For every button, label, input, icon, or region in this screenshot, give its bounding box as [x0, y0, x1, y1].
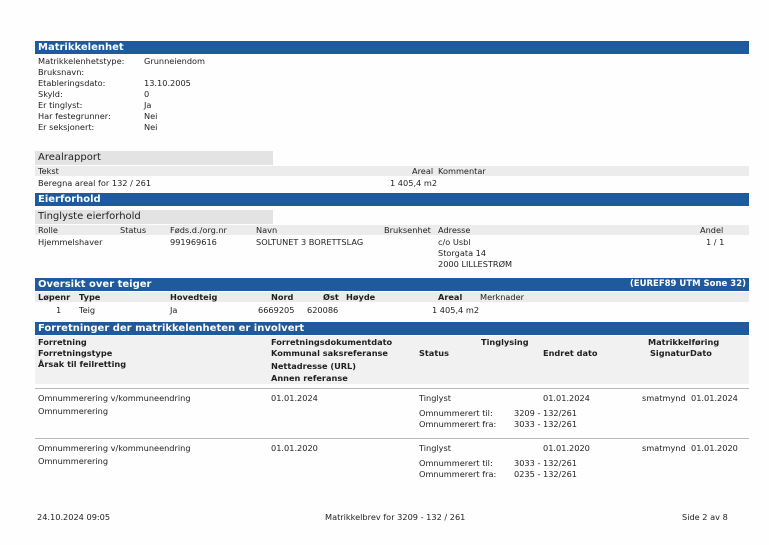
hdr-forretningstype: Forretningstype [38, 348, 113, 358]
arealrapport-header-strip [35, 166, 749, 176]
entry-dokdato: 01.01.2024 [271, 393, 318, 403]
col-lopenr: Løpenr [38, 292, 71, 302]
entry-signatur: smatmynd [642, 393, 686, 403]
teiger-title: Oversikt over teiger [38, 279, 152, 290]
teiger-header-strip [35, 292, 749, 302]
entry-endret: 01.01.2020 [543, 443, 590, 453]
eierforhold-header [35, 193, 749, 206]
col-areal: Areal [412, 166, 434, 176]
entry-fra-label: Omnummerert fra: [419, 469, 497, 479]
areal-row-areal: 1 405,4 m2 [390, 178, 438, 188]
entry-signatur: smatmynd [642, 443, 686, 453]
matrikkelenhet-title: Matrikkelenhet [38, 42, 124, 53]
hdr-dato: Dato [690, 348, 712, 358]
col-merknader: Merknader [480, 292, 525, 302]
entry-status: Tinglyst [419, 393, 452, 403]
eier-fodsd: 991969616 [170, 237, 217, 247]
eier-adresse-2: Storgata 14 [438, 248, 487, 258]
hdr-tinglysing: Tinglysing [481, 337, 529, 347]
eier-adresse-1: c/o Usbl [438, 237, 471, 247]
col-andel: Andel [700, 225, 724, 235]
col-ost: Øst [323, 292, 339, 302]
field-label: Har festegrunner: [38, 111, 111, 121]
teig-lopenr: 1 [56, 305, 62, 315]
entry-forretning: Omnummerering v/kommuneendring [38, 443, 191, 453]
hdr-endret: Endret dato [543, 348, 598, 358]
forretninger-header [35, 322, 749, 335]
hdr-forretning: Forretning [38, 337, 87, 347]
entry-til-value: 3033 - 132/261 [514, 458, 578, 468]
col-hoyde: Høyde [346, 292, 376, 302]
col-kommentar: Kommentar [438, 166, 486, 176]
field-label: Matrikkelenhetstype: [38, 56, 125, 66]
hdr-dokdato: Forretningsdokumentdato [271, 337, 393, 347]
col-hovedteig: Hovedteig [170, 292, 218, 302]
eier-rolle: Hjemmelshaver [38, 237, 103, 247]
field-value: Nei [144, 122, 158, 132]
entry-til-label: Omnummerert til: [419, 408, 493, 418]
teig-areal: 1 405,4 m2 [432, 305, 480, 315]
entry-divider [35, 438, 749, 439]
matrikkelenhet-header [35, 41, 749, 54]
teiger-projection: (EUREF89 UTM Sone 32) [629, 279, 746, 289]
entry-divider [35, 388, 749, 389]
field-value: Nei [144, 111, 158, 121]
entry-forretning: Omnummerering v/kommuneendring [38, 393, 191, 403]
hdr-arsak: Årsak til feilretting [38, 359, 127, 369]
eierforhold-title: Eierforhold [38, 194, 101, 205]
entry-endret: 01.01.2024 [543, 393, 590, 403]
teig-hovedteig: Ja [170, 305, 178, 315]
hdr-url: Nettadresse (URL) [271, 361, 357, 371]
areal-row-tekst: Beregna areal for 132 / 261 [38, 178, 152, 188]
entry-dato: 01.01.2024 [691, 393, 738, 403]
entry-fra-value: 0235 - 132/261 [514, 469, 578, 479]
field-value: 13.10.2005 [144, 78, 191, 88]
field-label: Bruksnavn: [38, 67, 85, 77]
teig-ost: 620086 [307, 305, 339, 315]
eier-navn: SOLTUNET 3 BORETTSLAG [256, 237, 364, 247]
forretninger-title: Forretninger der matrikkelenheten er involvert [38, 323, 305, 334]
field-label: Er tinglyst: [38, 100, 83, 110]
col-adresse: Adresse [438, 225, 471, 235]
eier-adresse-3: 2000 LILLESTRØM [438, 259, 513, 269]
col-type: Type [79, 292, 101, 302]
field-value: Grunneiendom [144, 56, 205, 66]
entry-dato: 01.01.2020 [691, 443, 738, 453]
entry-til-label: Omnummerert til: [419, 458, 493, 468]
entry-fra-value: 3033 - 132/261 [514, 419, 578, 429]
entry-dokdato: 01.01.2020 [271, 443, 318, 453]
footer-page: Side 2 av 8 [682, 512, 728, 522]
col-status: Status [120, 225, 147, 235]
teig-nord: 6669205 [258, 305, 295, 315]
field-label: Etableringsdato: [38, 78, 106, 88]
col-navn: Navn [256, 225, 278, 235]
col-nord: Nord [271, 292, 294, 302]
col-rolle: Rolle [38, 225, 58, 235]
hdr-matrikkelforing: Matrikkelføring [648, 337, 720, 347]
hdr-annen-ref: Annen referanse [271, 373, 348, 383]
hdr-signatur: Signatur [650, 348, 690, 358]
hdr-saksref: Kommunal saksreferanse [271, 348, 388, 358]
field-label: Skyld: [38, 89, 63, 99]
eier-andel: 1 / 1 [706, 237, 725, 247]
arealrapport-title: Arealrapport [38, 152, 101, 163]
field-value: Ja [144, 100, 152, 110]
tinglyste-title: Tinglyste eierforhold [38, 211, 141, 222]
col-tekst: Tekst [38, 166, 59, 176]
footer-timestamp: 24.10.2024 09:05 [37, 512, 111, 522]
entry-fra-label: Omnummerert fra: [419, 419, 497, 429]
entry-til-value: 3209 - 132/261 [514, 408, 578, 418]
col-fodsd: Føds.d./org.nr [170, 225, 227, 235]
entry-type: Omnummerering [38, 456, 109, 466]
col-teig-areal: Areal [438, 292, 463, 302]
teiger-header [35, 278, 749, 291]
field-label: Er seksjonert: [38, 122, 95, 132]
hdr-status: Status [419, 348, 449, 358]
footer-title: Matrikkelbrev for 3209 - 132 / 261 [325, 512, 466, 522]
entry-status: Tinglyst [419, 443, 452, 453]
teig-type: Teig [79, 305, 96, 315]
col-bruksenhet: Bruksenhet [384, 225, 431, 235]
field-value: 0 [144, 89, 150, 99]
entry-type: Omnummerering [38, 406, 109, 416]
